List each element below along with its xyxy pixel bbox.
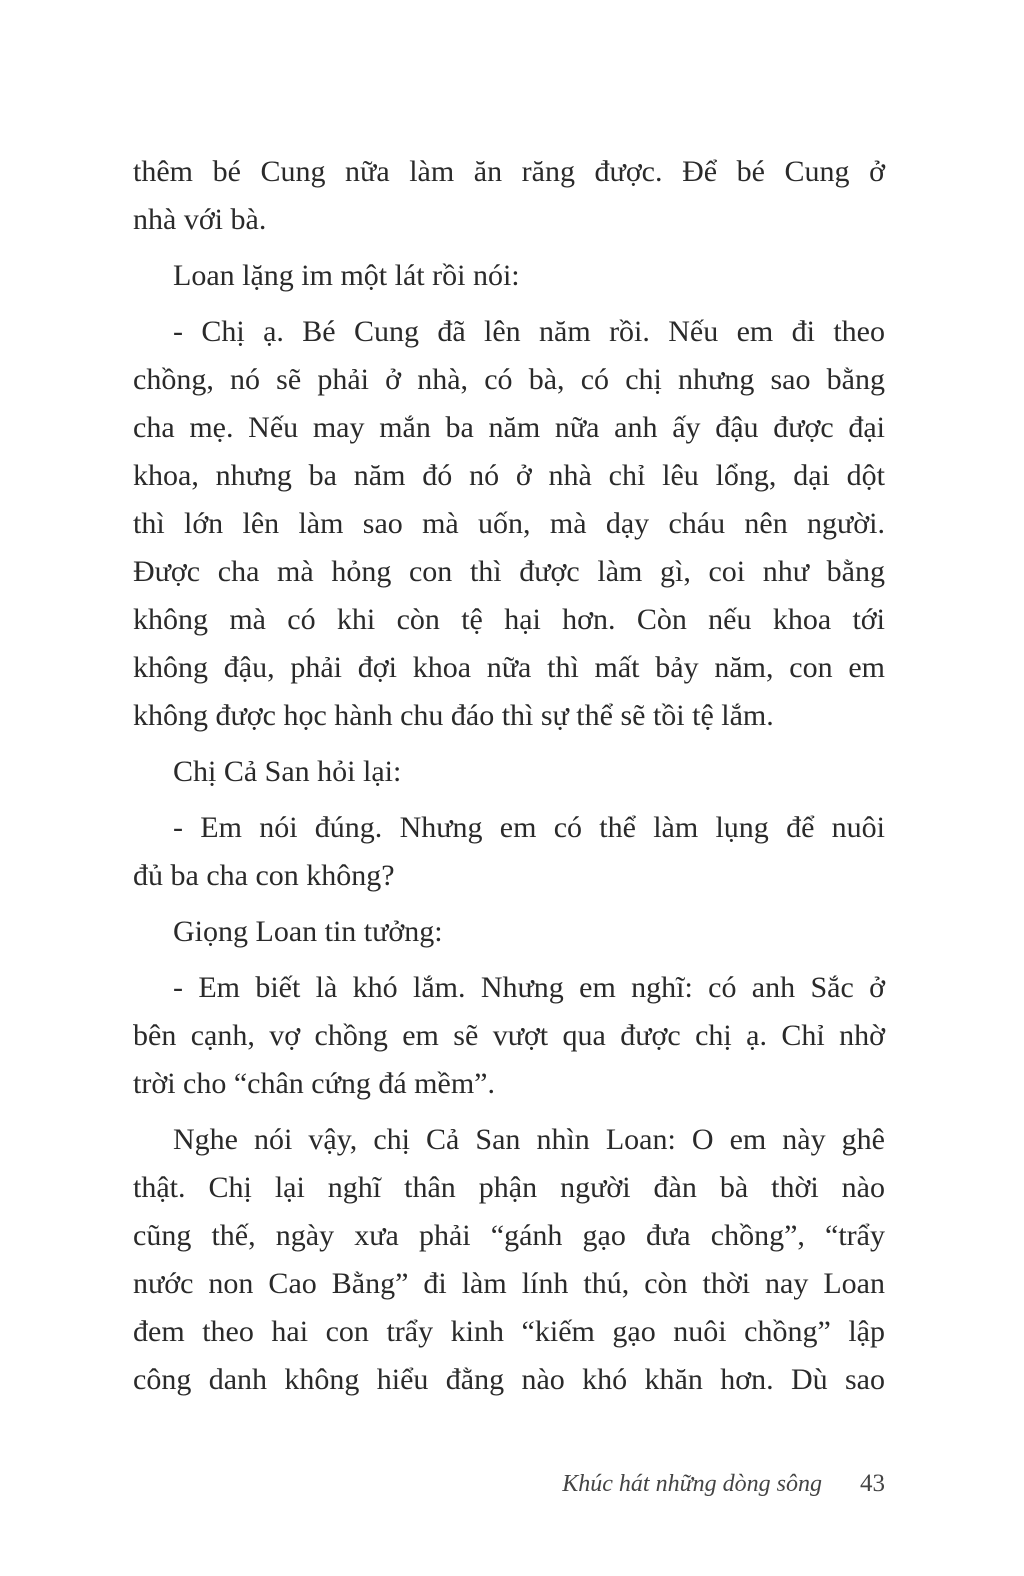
text-line: nhà với bà. [133,203,267,236]
text-line: Loan lặng im một lát rồi nói: [173,259,520,292]
text-line: trời cho “chân cứng đá mềm”. [133,1067,495,1100]
paragraph [133,964,885,1108]
text-line: bên cạnh, vợ chồng em sẽ vượt qua được chị ạ. Chỉ nhờ [133,1019,885,1052]
running-footer [562,1470,885,1498]
text-line: Được cha mà hỏng con thì được làm gì, coi như bằng [133,555,885,588]
text-line: khoa, nhưng ba năm đó nó ở nhà chỉ lêu lổng, dại dột [133,459,885,492]
text-line: nước non Cao Bằng” đi làm lính thú, còn thời nay Loan [133,1267,885,1300]
paragraph [133,908,885,956]
book-title: Khúc hát những dòng sông [562,1471,822,1497]
text-line: công danh không hiểu đằng nào khó khăn hơn. Dù sao [133,1363,885,1396]
paragraph [133,148,885,244]
text-line: Nghe nói vậy, chị Cả San nhìn Loan: O em này ghê [173,1123,885,1156]
paragraph [133,1116,885,1404]
page-body [133,148,885,1412]
paragraph [133,748,885,796]
text-line: chồng, nó sẽ phải ở nhà, có bà, có chị nhưng sao bằng [133,363,885,396]
paragraph [133,804,885,900]
text-line: thì lớn lên làm sao mà uốn, mà dạy cháu nên người. [133,507,885,540]
text-line: không đậu, phải đợi khoa nữa thì mất bảy năm, con em [133,651,885,684]
paragraph [133,308,885,740]
text-line: đủ ba cha con không? [133,859,395,892]
text-line: không mà có khi còn tệ hại hơn. Còn nếu khoa tới [133,603,885,636]
text-line: - Em nói đúng. Nhưng em có thể làm lụng để nuôi [173,811,885,844]
paragraph [133,252,885,300]
text-line: Chị Cả San hỏi lại: [173,755,402,788]
text-line: thêm bé Cung nữa làm ăn răng được. Để bé Cung ở [133,155,885,188]
text-line: cha mẹ. Nếu may mắn ba năm nữa anh ấy đậu được đại [133,411,885,444]
text-line: không được học hành chu đáo thì sự thể sẽ tồi tệ lắm. [133,699,774,732]
page-number: 43 [860,1470,885,1497]
text-line: Giọng Loan tin tưởng: [173,915,443,948]
text-line: - Chị ạ. Bé Cung đã lên năm rồi. Nếu em đi theo [173,315,885,348]
text-line: cũng thế, ngày xưa phải “gánh gạo đưa chồng”, “trẩy [133,1219,885,1252]
text-line: - Em biết là khó lắm. Nhưng em nghĩ: có anh Sắc ở [173,971,885,1004]
text-line: đem theo hai con trẩy kinh “kiếm gạo nuôi chồng” lập [133,1315,885,1348]
text-line: thật. Chị lại nghĩ thân phận người đàn bà thời nào [133,1171,885,1204]
